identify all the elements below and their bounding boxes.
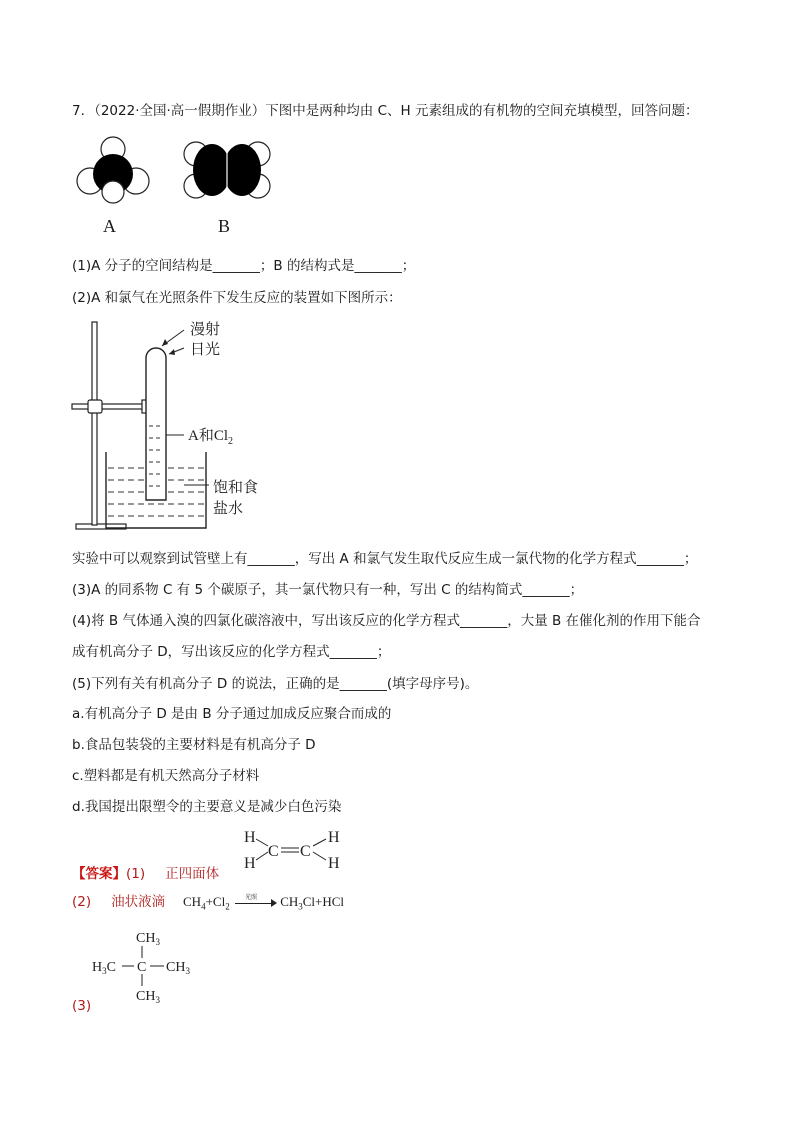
light-label-1: 漫射 — [190, 322, 221, 338]
option-d: d.我国提出限塑令的主要意义是减少白色污染 — [72, 799, 342, 815]
ethylene-h-4: H — [328, 855, 340, 872]
option-a: a.有机高分子 D 是由 B 分子通过加成反应聚合而成的 — [72, 706, 392, 722]
option-b: b.食品包装袋的主要材料是有机高分子 D — [72, 737, 316, 753]
answer-2-text: 油状液滴 — [111, 894, 166, 910]
answer-1-number: (1) — [126, 866, 146, 882]
ethylene-h-3: H — [328, 829, 340, 846]
option-c: c.塑料都是有机天然高分子材料 — [72, 768, 260, 784]
part-2: (2)A 和氯气在光照条件下发生反应的装置如下图所示： — [72, 290, 402, 306]
eq-product: CH — [280, 894, 299, 909]
solution-label-1: 饱和食 — [213, 480, 259, 496]
part-4-line-1: (4)将 B 气体通入溴的四氯化碳溶液中，写出该反应的化学方程式_______，大量 B 在催化剂的作用下能合 — [72, 613, 701, 629]
answer-line-1 — [72, 864, 219, 884]
reaction-apparatus — [66, 318, 306, 536]
tube-label-main: A和Cl — [188, 428, 229, 444]
neo-central-c: C — [137, 960, 147, 975]
neo-h3c-left: $H_3C$ — [92, 960, 116, 976]
ethylene-h-2: H — [244, 855, 256, 872]
solution-label-2: 盐水 — [213, 501, 244, 517]
part-3: (3)A 的同系物 C 有 5 个碳原子，其一氯代物只有一种，写出 C 的结构简式_______； — [72, 582, 584, 598]
tube-label-sub: 2 — [228, 436, 234, 447]
reaction-arrow — [233, 896, 277, 910]
question-source: （2022·全国·高一假期作业） — [94, 103, 266, 119]
question-stem — [72, 101, 698, 121]
part-1: (1)A 分子的空间结构是_______；B 的结构式是_______； — [72, 258, 416, 274]
neo-ch3-right: $CH_3$ — [166, 960, 190, 976]
ethylene-structure — [240, 826, 350, 872]
answer-2-equation — [183, 892, 344, 917]
eq-reactant: CH — [183, 894, 202, 909]
part-4-line-2: 成有机高分子 D，写出该反应的化学方程式_______； — [72, 644, 391, 660]
part-5: (5)下列有关有机高分子 D 的说法，正确的是_______(填字母序号)。 — [72, 676, 479, 692]
answer-3-number: (3) — [72, 998, 92, 1014]
question-text: 下图中是两种均由 C、H 元素组成的有机物的空间充填模型，回答问题： — [265, 103, 699, 119]
eq-plus-cl: +Cl — [205, 894, 226, 909]
ethylene-c-1: C — [268, 843, 279, 860]
answer-2-number: (2) — [72, 894, 92, 910]
ethylene-c-2: C — [300, 843, 311, 860]
tube-label — [188, 427, 233, 447]
neo-ch3-top: $CH_3$ — [136, 931, 160, 947]
neopentane-structure — [90, 926, 210, 1006]
answer-line-2 — [72, 892, 165, 912]
eq-sub-2: 2 — [225, 901, 230, 912]
model-b-label: B — [218, 216, 231, 236]
light-label-2: 日光 — [190, 342, 221, 358]
model-a-label: A — [103, 216, 116, 236]
eq-condition: 光照 — [244, 894, 257, 902]
space-filling-model-a — [72, 136, 154, 204]
part-2-observation: 实验中可以观察到试管壁上有_______，写出 A 和氯气发生取代反应生成一氯代物的化学方程式_______； — [72, 551, 698, 567]
space-filling-model-b — [182, 136, 272, 204]
eq-product-sub: 3 — [298, 901, 303, 912]
neo-ch3-bottom: $CH_3$ — [136, 989, 160, 1005]
eq-product-rest: Cl+HCl — [302, 894, 345, 909]
ethylene-h-1: H — [244, 829, 256, 846]
eq-sub-4: 4 — [201, 901, 206, 912]
answer-tag: 【答案】 — [72, 866, 126, 882]
answer-1-text: 正四面体 — [165, 866, 220, 882]
question-number: 7． — [72, 103, 95, 119]
